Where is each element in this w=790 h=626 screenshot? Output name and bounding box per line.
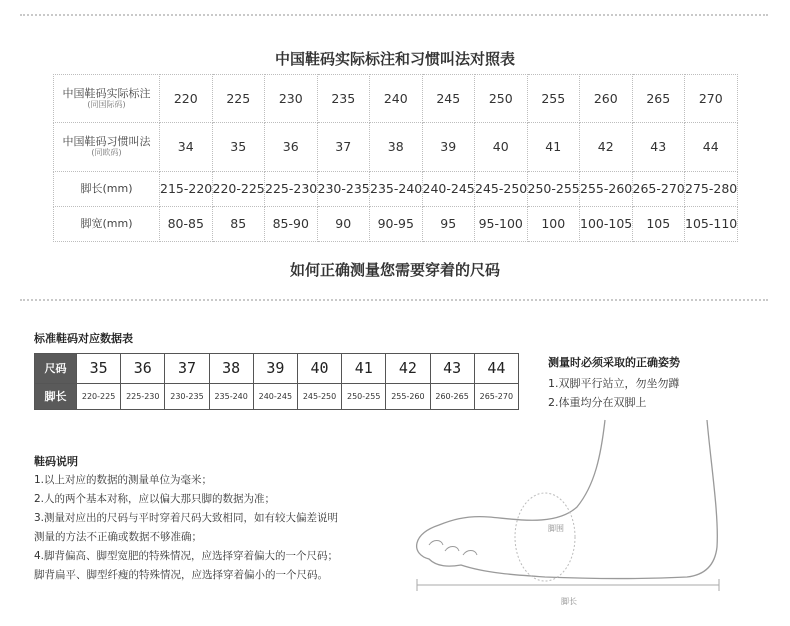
table-cell: 42 <box>580 123 633 171</box>
length-cell: 230-235 <box>165 383 209 409</box>
table-cell: 230 <box>265 75 318 123</box>
note-line: 测量的方法不正确或数据不够准确； <box>34 531 202 543</box>
size-cell: 41 <box>342 354 386 384</box>
length-cell: 250-255 <box>342 383 386 409</box>
table-cell: 41 <box>527 123 580 171</box>
table-cell: 90 <box>317 206 370 241</box>
table-cell: 35 <box>212 123 265 171</box>
table-cell: 44 <box>685 123 738 171</box>
top-divider <box>20 14 768 16</box>
table-cell: 39 <box>422 123 475 171</box>
length-label: 脚长 <box>561 597 577 606</box>
row-sublabel: (同欧码) <box>91 148 122 158</box>
posture-list <box>548 374 680 412</box>
table-row <box>54 123 738 171</box>
row-label <box>54 206 160 241</box>
note-line: 脚背扁平、脚型纤瘦的特殊情况，应选择穿着偏小的一个尺码。 <box>34 569 328 581</box>
table-cell: 220 <box>160 75 213 123</box>
size-row-label: 尺码 <box>35 354 77 384</box>
notes-list <box>34 471 394 585</box>
note-line: 1.以上对应的数据的测量单位为毫米； <box>34 474 213 486</box>
length-cell: 265-270 <box>474 383 518 409</box>
table-cell: 90-95 <box>370 206 423 241</box>
table-cell: 43 <box>632 123 685 171</box>
table-cell: 245-250 <box>475 171 528 206</box>
row-label <box>54 75 160 123</box>
girth-label: 脚围 <box>548 524 564 533</box>
size-cell: 43 <box>430 354 474 384</box>
table-cell: 85-90 <box>265 206 318 241</box>
table-cell: 40 <box>475 123 528 171</box>
length-cell: 235-240 <box>209 383 253 409</box>
length-cell: 255-260 <box>386 383 430 409</box>
table-cell: 230-235 <box>317 171 370 206</box>
row-label <box>54 171 160 206</box>
table-cell: 245 <box>422 75 475 123</box>
table-cell: 38 <box>370 123 423 171</box>
measure-subtitle: 如何正确测量您需要穿着的尺码 <box>289 261 500 279</box>
row-label-text: 脚宽(mm) <box>80 216 133 230</box>
posture-line: 1.双脚平行站立，勿坐勿蹲 <box>548 377 680 390</box>
size-cell: 35 <box>77 354 121 384</box>
table-cell: 37 <box>317 123 370 171</box>
length-cell: 225-230 <box>121 383 165 409</box>
note-line: 2.人的两个基本对称，应以偏大那只脚的数据为准； <box>34 493 276 505</box>
size-cell: 37 <box>165 354 209 384</box>
length-row-label: 脚长 <box>35 383 77 409</box>
notes-title: 鞋码说明 <box>34 455 78 468</box>
row-sublabel: (同国际码) <box>87 100 126 110</box>
table-cell: 34 <box>160 123 213 171</box>
table-cell: 95-100 <box>475 206 528 241</box>
table-cell: 85 <box>212 206 265 241</box>
table-cell: 235 <box>317 75 370 123</box>
table-cell: 225 <box>212 75 265 123</box>
row-label <box>54 123 160 171</box>
table-cell: 260 <box>580 75 633 123</box>
size-cell: 38 <box>209 354 253 384</box>
note-line: 4.脚背偏高、脚型宽肥的特殊情况，应选择穿着偏大的一个尺码； <box>34 550 339 562</box>
length-cell: 220-225 <box>77 383 121 409</box>
table-cell: 265 <box>632 75 685 123</box>
posture-line: 2.体重均分在双脚上 <box>548 396 647 409</box>
middle-divider <box>20 299 768 301</box>
table-cell: 95 <box>422 206 475 241</box>
table-row <box>54 75 738 123</box>
table-cell: 80-85 <box>160 206 213 241</box>
size-cell: 44 <box>474 354 518 384</box>
table-cell: 225-230 <box>265 171 318 206</box>
size-cell: 39 <box>253 354 297 384</box>
length-cell: 245-250 <box>297 383 341 409</box>
table-cell: 255 <box>527 75 580 123</box>
table-cell: 105 <box>632 206 685 241</box>
posture-title: 测量时必须采取的正确姿势 <box>548 356 680 369</box>
table-cell: 265-270 <box>632 171 685 206</box>
standard-table-title: 标准鞋码对应数据表 <box>34 332 133 345</box>
table-cell: 100 <box>527 206 580 241</box>
table-cell: 215-220 <box>160 171 213 206</box>
table-cell: 270 <box>685 75 738 123</box>
table-row <box>54 206 738 241</box>
foot-outline-icon <box>405 415 735 610</box>
foot-illustration <box>405 415 735 610</box>
table-cell: 105-110 <box>685 206 738 241</box>
standard-size-table <box>34 353 519 410</box>
row-label-text: 中国鞋码实际标注 <box>62 87 151 101</box>
length-cell: 240-245 <box>253 383 297 409</box>
table-cell: 100-105 <box>580 206 633 241</box>
chart-title: 中国鞋码实际标注和习惯叫法对照表 <box>274 50 515 68</box>
size-cell: 36 <box>121 354 165 384</box>
table-cell: 250 <box>475 75 528 123</box>
length-cell: 260-265 <box>430 383 474 409</box>
table-cell: 250-255 <box>527 171 580 206</box>
size-cell: 40 <box>297 354 341 384</box>
note-line: 3.测量对应出的尺码与平时穿着尺码大致相同，如有较大偏差说明 <box>34 512 339 524</box>
table-row <box>54 171 738 206</box>
table-cell: 255-260 <box>580 171 633 206</box>
row-label-text: 中国鞋码习惯叫法 <box>62 135 151 149</box>
table-cell: 275-280 <box>685 171 738 206</box>
table-cell: 240-245 <box>422 171 475 206</box>
table-cell: 240 <box>370 75 423 123</box>
table-cell: 235-240 <box>370 171 423 206</box>
row-label-text: 脚长(mm) <box>80 181 133 195</box>
size-cell: 42 <box>386 354 430 384</box>
size-conversion-table <box>53 74 738 242</box>
table-cell: 220-225 <box>212 171 265 206</box>
table-cell: 36 <box>265 123 318 171</box>
